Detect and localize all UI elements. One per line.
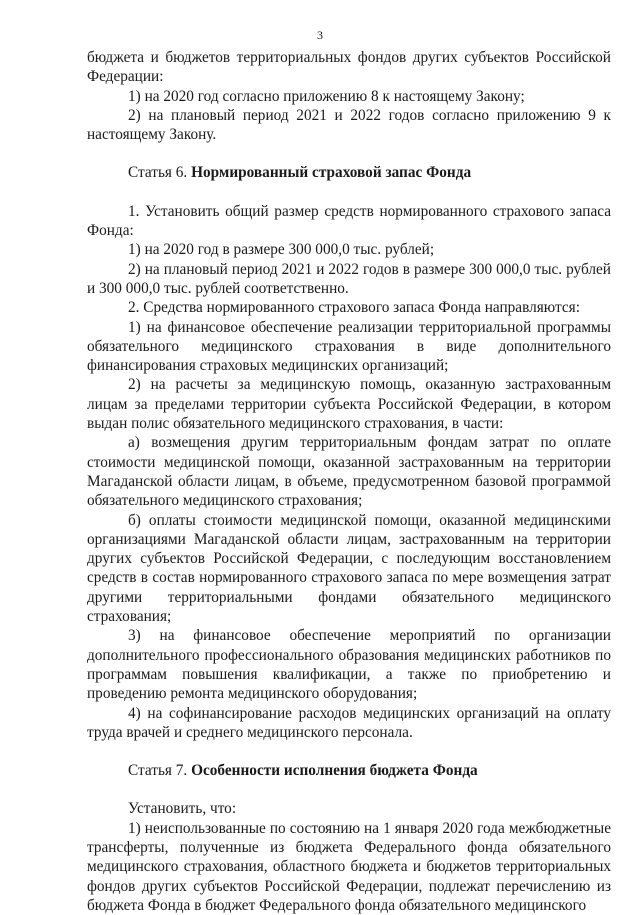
- paragraph: 2) на плановый период 2021 и 2022 годов в размере 300 000,0 тыс. рублей и 300 000,0 тыс. рублей соответственно.: [87, 260, 611, 297]
- paragraph: 1) на финансовое обеспечение реализации территориальной программы обязательного медицинского страхования в виде дополнительного финансирования страховых медицинских организаций;: [87, 318, 611, 375]
- article-6-title: Нормированный страховой запас Фонда: [191, 164, 472, 182]
- paragraph: 2. Средства нормированного страхового запаса Фонда направляются:: [128, 299, 580, 317]
- article-6-prefix: Статья 6.: [128, 164, 188, 182]
- paragraph: 1) на 2020 год в размере 300 000,0 тыс. рублей;: [128, 241, 435, 259]
- paragraph: а) возмещения другим территориальным фондам затрат по оплате стоимости медицинской помощи, оказанной застрахованным на территории Магаданской области лицам, в объеме, предусмотренном базовой программой обязательного медицинского страхования;: [87, 434, 611, 510]
- document-body: [87, 48, 611, 915]
- paragraph: 1) неиспользованные по состоянию на 1 января 2020 года межбюджетные трансферты, полученные из бюджета Федерального фонда обязательного медицинского страхования, областного бюджета и бюджетов территориальных фондов других субъектов Российской Федерации, подлежат перечислению из бюджета Фонда в бюджет Федерального фонда обязательного медицинского: [87, 819, 611, 914]
- paragraph: б) оплаты стоимости медицинской помощи, оказанной медицинскими организациями Магаданской области лицам, застрахованным на территории других субъектов Российской Федерации, с последующим восстановлением средств в состав нормированного страхового запаса по мере возмещения затрат другими территориальными фондами обязательного медицинского страхования;: [87, 511, 611, 626]
- paragraph: 2) на расчеты за медицинскую помощь, оказанную застрахованным лицам за пределами территории субъекта Российской Федерации, в котором выдан полис обязательного медицинского страхования, в части:: [87, 376, 611, 433]
- paragraph: 4) на софинансирование расходов медицинских организаций на оплату труда врачей и среднего медицинского персонала.: [87, 704, 611, 741]
- article-6-heading: [87, 163, 611, 182]
- paragraph: 2) на плановый период 2021 и 2022 годов согласно приложению 9 к настоящему Закону.: [87, 106, 611, 144]
- paragraph: бюджета и бюджетов территориальных фондов других субъектов Российской Федерации:: [87, 49, 611, 86]
- paragraph: 1) на 2020 год согласно приложению 8 к настоящему Закону;: [128, 87, 525, 105]
- paragraph: 1. Установить общий размер средств нормированного страхового запаса Фонда:: [87, 202, 611, 240]
- article-7-prefix: Статья 7.: [128, 762, 188, 780]
- article-7-title: Особенности исполнения бюджета Фонда: [191, 762, 478, 780]
- article-7-heading: [87, 761, 611, 780]
- paragraph: Установить, что:: [128, 800, 237, 818]
- page-number: 3: [317, 28, 323, 42]
- paragraph: 3) на финансовое обеспечение мероприятий по организации дополнительного профессионального образования медицинских работников по программам повышения квалификации, а также по приобретению и проведению ремонта медицинского оборудования;: [87, 627, 611, 703]
